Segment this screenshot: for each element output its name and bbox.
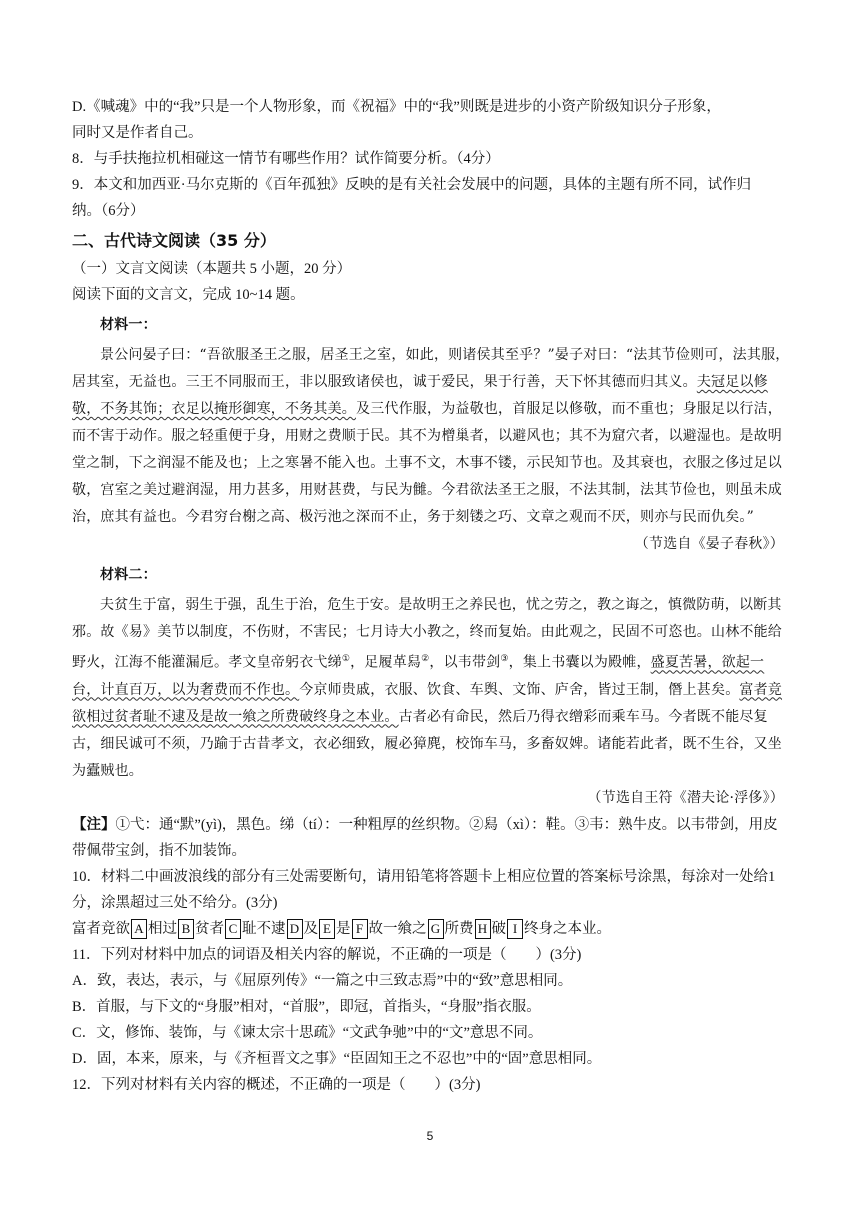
footnote-ref-2: ② [421, 654, 430, 664]
page-number: 5 [426, 1129, 434, 1143]
material2-text [72, 592, 792, 785]
material2-label: 材料二： [100, 567, 157, 583]
option-d-line1: D.《喊魂》中的“我”只是一个人物形象，而《祝福》中的“我”则既是进步的小资产阶级知识分子形象， [72, 99, 721, 115]
question-9-line2: 纳。（6分） [72, 203, 145, 219]
note-head: 【注】 [72, 816, 116, 833]
note-text: ①弋：通“默”(yì)，黑色。绨（tí）：一种粗厚的丝织物。②舄（xì）：鞋。③韦：熟牛皮。以韦带剑，用皮带佩带宝剑，指不加装饰。 [72, 816, 778, 859]
footnote-ref-1: ① [341, 654, 351, 664]
sentence-fragment: 相过 [148, 920, 177, 937]
sentence-fragment: 是 [336, 920, 351, 937]
break-option-b[interactable]: B [178, 919, 194, 939]
section-instruction: 阅读下面的文言文，完成 10~14 题。 [72, 287, 305, 303]
question-11-option-c: C．文，修饰、装饰，与《谏太宗十思疏》“文武争驰”中的“文”意思不同。 [72, 1024, 543, 1041]
sentence-fragment: 贫者 [195, 920, 224, 937]
section-title: 二、古代诗文阅读（35 分） [72, 231, 276, 250]
question-10: 10．材料二中画波浪线的部分有三处需要断句，请用铅笔将答题卡上相应位置的答案标号涂黑，每涂对一处给1分，涂黑超过三处不给分。(3分) [72, 868, 776, 911]
question-11: 11．下列对材料中加点的词语及相关内容的解说，不正确的一项是（ ）(3分) [72, 946, 582, 963]
sentence-fragment: 终身之本业。 [524, 920, 611, 937]
material1-part1: 景公问晏子曰：“吾欲服圣王之服，居圣王之室，如此，则诸侯其至乎？”晏子对曰：“法其节俭则可，法其服，居其室，无益也。三王不同服而王，非以服致诸侯也，诚于爱民，果于行善，天下怀其德而归其义。 [72, 347, 790, 390]
question-11-option-a: A．致，表达，表示，与《屈原列传》“一篇之中三致志焉”中的“致”意思相同。 [72, 972, 573, 989]
option-d-line2: 同时又是作者自己。 [72, 125, 203, 141]
material2-part1: 夫贫生于富，弱生于强，乱生于治，危生于安。是故明王之养民也，忧之劳之，教之诲之，慎微防萌，以断其邪。故《易》美节以制度，不伤财，不害民；七月诗大小教之，终而复始。由此观之，民固不可恣也。山林不能给野火，江海不能灌漏卮。孝文皇帝躬衣弋绨 [72, 597, 782, 671]
material1-part2: 及三代作服，为益敬也，首服足以修敬，而不重也；身服足以行洁，而不害于动作。服之轻重便于身，用财之费顺于民。其不为橧巢者，以避风也；其不为窟穴者，以避湿也。是故明堂之制，下之润湿不能及也；上之寒暑不能入也。土事不文，木事不镂，示民知节也。及其衰也，衣服之侈过足以敬，宫室之美过避润湿，用力甚多，用财甚费，与民为雠。今君欲法圣王之服，不法其制，法其节俭也，则虽未成治，庶其有益也。今君穷台榭之高、极污池之深而不止，务于刻镂之巧、文章之观而不厌，则亦与民而仇矣。” [72, 401, 782, 525]
sentence-fragment: 所费 [444, 920, 474, 937]
break-option-i[interactable]: I [507, 919, 523, 939]
material1-source: （节选自《晏子春秋》） [634, 536, 784, 552]
document-page [72, 94, 792, 1098]
break-option-h[interactable]: H [475, 919, 491, 939]
break-option-d[interactable]: D [287, 919, 303, 939]
sentence-fragment: 耻不逮 [242, 920, 286, 937]
sentence-fragment: 故一飨之 [368, 920, 427, 937]
material2-underlined-1: 盛夏苦暑，欲起一台，计直百万，以为奢费而不作也。 [72, 654, 765, 698]
sentence-fragment: 及 [303, 920, 318, 937]
material2-part3: ，以韦带剑 [429, 654, 501, 671]
material2-part6: 古者必有命民，然后乃得衣缯彩而乘车马。今者既不能尽复古，细民诚可不须，乃踰于古昔孝文，衣必细致，履必獐麂，校饰车马，多畜奴婢。诸能若此者，既不生谷，又坐为蠹贼也。 [72, 708, 782, 779]
material2-part2: ，足履革舄 [350, 654, 422, 671]
break-option-c[interactable]: C [225, 919, 241, 939]
question-11-option-d: D．固，本来，原来，与《齐桓晋文之事》“臣固知王之不忍也”中的“固”意思相同。 [72, 1050, 602, 1067]
question-10-sentence [72, 916, 792, 942]
material2-part5: 今京师贵戚，衣服、饮食、车舆、文饰、庐舍，皆过王制，僭上甚矣。 [299, 681, 740, 698]
question-12: 12．下列对材料有关内容的概述，不正确的一项是（ ）(3分) [72, 1076, 481, 1093]
sentence-fragment: 富者竞欲 [72, 920, 130, 937]
break-option-a[interactable]: A [131, 919, 147, 939]
footnote-ref-3: ③ [500, 654, 509, 664]
break-option-e[interactable]: E [319, 919, 335, 939]
question-8: 8．与手扶拖拉机相碰这一情节有哪些作用？试作简要分析。（4分） [72, 151, 500, 167]
material1-underlined: 夫冠足以修敬，不务其饰；衣足以掩形御寒，不务其美。 [72, 374, 768, 417]
section-subtitle: （一）文言文阅读（本题共 5 小题，20 分） [72, 261, 352, 277]
question-9-line1: 9．本文和加西亚·马尔克斯的《百年孤独》反映的是有关社会发展中的问题，具体的主题有所不同，试作归 [72, 177, 752, 193]
material2-source: （节选自王符《潜夫论·浮侈》） [587, 789, 784, 806]
break-option-g[interactable]: G [428, 919, 444, 939]
question-11-option-b: B．首服，与下文的“身服”相对，“首服”，即冠，首指头，“身服”指衣服。 [72, 998, 541, 1015]
material1-label: 材料一： [100, 317, 157, 333]
material1-text [72, 342, 792, 531]
material2-underlined-2: 富者竞欲相过贫者耻不逮及是故一飨之所费破终身之本业。 [72, 681, 783, 725]
break-option-f[interactable]: F [352, 919, 368, 939]
material2-part4: ，集上书囊以为殿帷， [508, 654, 651, 671]
sentence-fragment: 破 [491, 920, 506, 937]
annotation-note [72, 812, 792, 864]
